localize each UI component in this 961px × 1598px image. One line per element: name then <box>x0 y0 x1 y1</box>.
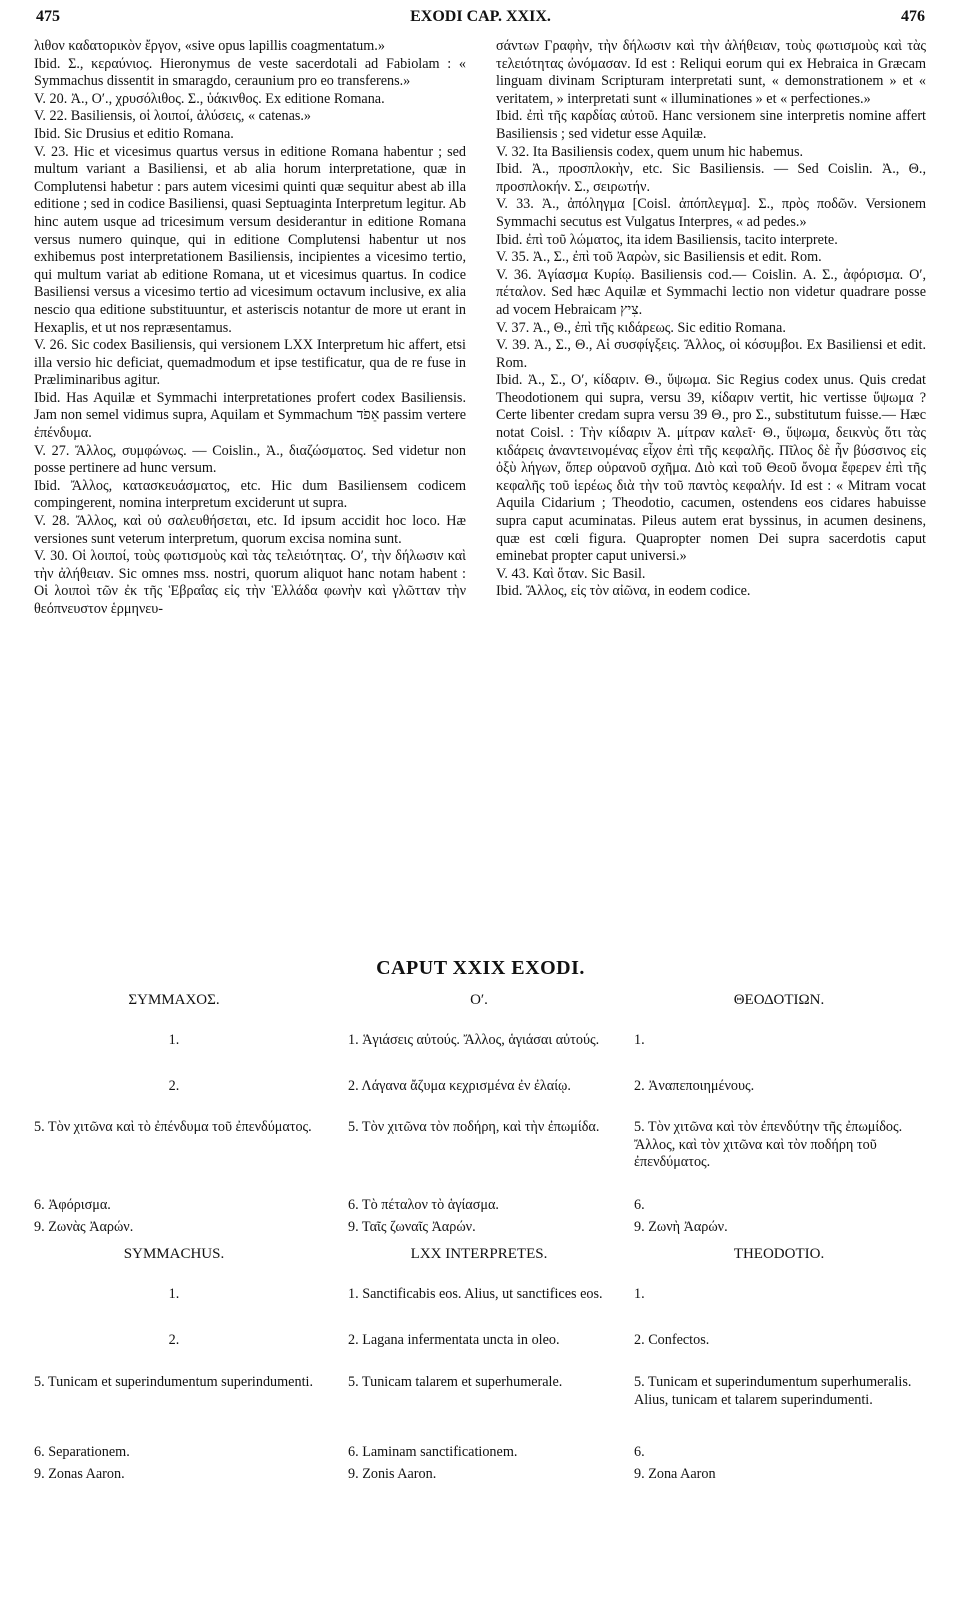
note-paragraph: V. 27. Ἄλλος, συμφώνως. — Coislin., Ἀ., διαζώσματος. Sed videtur non posse pertinere ad hunc versum. <box>34 442 466 477</box>
note-paragraph: λιθον καδατορικὸν ἔργον, «sive opus lapillis coagmentatum.» <box>34 38 385 54</box>
lxx-cell: 1. Ἁγιάσεις αὐτούς. Ἄλλος, ἁγιάσαι αὐτούς. <box>348 1032 600 1048</box>
running-title: EXODI CAP. XXIX. <box>410 8 551 25</box>
greek-versions-table <box>34 992 927 1262</box>
lxx-cell: 5. Tunicam talarem et superhumerale. <box>348 1374 563 1390</box>
note-paragraph: V. 36. Ἁγίασμα Κυρίῳ. Basiliensis cod.— Coislin. Α. Σ., ἀφόρισμα. Ο′, πέταλον. Sed hæc Aquilæ et Symmachi lectio non videtur quadrare posse ad vocem Hebraicam צִיץ. <box>496 266 926 318</box>
lxx-cell: 2. Lagana infermentata uncta in oleo. <box>348 1332 560 1348</box>
note-paragraph: Ibid. Ἄλλος, εἰς τὸν αἰῶνα, in eodem codice. <box>496 583 751 600</box>
note-paragraph: V. 23. Hic et vicesimus quartus versus in editione Romana habentur ; sed multum variant a Basiliensi, et ab alia horum interpretatione, quæ in Complutensi habetur : pars autem vicesimi quinti quæ sequitur abest ab illa editione ; sed in codice Basiliensi, quasi Septuaginta Interpretum legitur. Ab hinc autem usque ad tricesimum versum desiderantur in editione Romana versus numero quinque, qui in editione Complutensi habentur ut nos exhibemus post interpretationem Basiliensis, incipientes a vicesimo tertio, qui multum variat ab editione Romana, ut et vicesimus quartus. In codice Basiliensi versus a vicesimo tertio ad vicesimum octavum inclusive, ex alia nescio qua editione substituuntur, et asteriscis notantur de more ut erant in Hexaplis, et ut nos repræsentamus. <box>34 143 466 336</box>
lxx-cell: 6. Laminam sanctificationem. <box>348 1444 518 1460</box>
theodotion-cell: 5. Tunicam et superindumentum superhumeralis. Alius, tunicam et talarem superindumenti. <box>634 1374 912 1408</box>
running-header <box>36 8 925 32</box>
symmachus-cell: 5. Τὸν χιτῶνα καὶ τὸ ἐπένδυμα τοῦ ἐπενδύματος. <box>34 1119 312 1135</box>
lxx-cell: 5. Τὸν χιτῶνα τὸν ποδήρη, καὶ τὴν ἐπωμίδα. <box>348 1119 600 1135</box>
note-paragraph: Ibid. Has Aquilæ et Symmachi interpretationes profert codex Basiliensis. Jam non semel vidimus supra, Aquilam et Symmachum אֵפֹד passim vertere ἐπένδυμα. <box>34 389 466 442</box>
symmachus-cell: 2. <box>168 1078 180 1094</box>
latin-versions-table <box>34 1246 927 1486</box>
caput-title: CAPUT XXIX EXODI. <box>376 957 585 979</box>
note-paragraph: Ibid. Σ., κεραύνιος. Hieronymus de veste sacerdotali ad Fabiolam : « Symmachus dissentit in smaragdo, ceraunium pro eo transferens.» <box>34 55 466 90</box>
symmachus-cell: 1. <box>168 1032 180 1048</box>
theodotion-cell: 9. Ζωνὴ Ἀαρών. <box>634 1219 728 1235</box>
note-paragraph: Ibid. Sic Drusius et editio Romana. <box>34 125 234 142</box>
symmachus-cell: 9. Zonas Aaron. <box>34 1466 125 1482</box>
right-notes-column <box>496 38 926 601</box>
theodotion-cell: 5. Τὸν χιτῶνα καὶ τὸν ἐπενδύτην τῆς ἐπωμίδος. Ἄλλος, καὶ τὸν χιτῶνα καὶ τὸν ποδήρη τοῦ ἐπενδύματος. <box>634 1119 903 1171</box>
lxx-cell: 1. Sanctificabis eos. Alius, ut sanctifices eos. <box>348 1286 603 1302</box>
note-paragraph: V. 39. Ἀ., Σ., Θ., Αἱ συσφίγξεις. Ἄλλος, οἱ κόσυμβοι. Ex Basiliensi et edit. Rom. <box>496 337 926 371</box>
lxx-cell: 6. Τὸ πέταλον τὸ ἁγίασμα. <box>348 1197 499 1213</box>
right-page-number: 476 <box>901 8 925 25</box>
left-notes-column <box>34 38 466 619</box>
note-paragraph: V. 37. Ἀ., Θ., ἐπὶ τῆς κιδάρεως. Sic editio Romana. <box>496 319 786 336</box>
note-paragraph: Ibid. Ἄλλος, κατασκευάσματος, etc. Hic dum Basiliensem codicem compingerent, nomina interpretum exciderunt ut supra. <box>34 477 466 512</box>
note-paragraph: σάντων Γραφὴν, τὴν δήλωσιν καὶ τὴν ἀλήθειαν, τοὺς φωτισμοὺς καὶ τὰς τελειότητας ὠνόμασαν. Id est : Reliqui eorum qui ex Hebraica in Græcam linguam divinam Scripturam interpretati sunt, « demonstrationem » et « veritatem, » interpretati sunt « illuminationes » et « perfectiones.» <box>496 38 926 107</box>
note-paragraph: V. 35. Ἀ., Σ., ἐπὶ τοῦ Ἀαρὼν, sic Basiliensis et edit. Rom. <box>496 249 822 266</box>
column-header-lxx: Ο′. <box>470 992 488 1008</box>
note-paragraph: Ibid. ἐπὶ τῆς καρδίας αὐτοῦ. Hanc versionem sine interpretis nomine affert Basiliensis ; sed videtur esse Aquilæ. <box>496 108 926 142</box>
column-header-theodotion: ΘΕΟΔΟΤΙΩΝ. <box>733 992 825 1008</box>
theodotion-cell: 9. Zona Aaron <box>634 1466 716 1482</box>
note-paragraph: V. 32. Ita Basiliensis codex, quem unum hic habemus. <box>496 143 804 160</box>
note-paragraph: V. 26. Sic codex Basiliensis, qui versionem LXX Interpretum hic affert, etsi illa versio hic deficiat, quemadmodum et ipse testificatur, qua de re fuse in Præliminaribus agitur. <box>34 337 466 389</box>
column-header-theodotio: THEODOTIO. <box>733 1246 825 1262</box>
theodotion-cell: 6. <box>634 1444 645 1460</box>
note-paragraph: Ibid. Ἀ., Σ., Ο′, κίδαριν. Θ., ὕψωμα. Sic Regius codex unus. Quis credat Theodotionem qui supra, versu 39, κίδαριν vertit, hic vertisse ὕψωμα ? Certe libenter credam supra versu 39 Θ., pro Σ., substitutum fuisse.— Hæc notat Coisl. : Τὴν κίδαριν Ἀ. μίτραν καλεῖ· Θ., ὕψωμα, δεικνὺς ὅτι τὰς κιδάρεις ἀναντεινομένας εἶχον ἐπὶ τῆς κεφαλῆς. Πῖλος δὲ ἦν βύσσινος εἰς ὀξὺ λήγων, ὅπερ οὐρανοῦ σχῆμα. Διὸ καὶ τοῦ Θεοῦ ὄνομα ἔφερεν ἐπὶ τῆς κεφαλῆς τοῦ ἱερέως διὰ τὴν τοῦ παντὸς κεφαλήν. Id est : « Mitram vocat Aquila Cidarium ; Theodotio, cacumen, ostendens eos cidares habuisse supra caput acuminatas. Pileus autem erat byssinus, in acumen desinens, quæ est cœli figura. Quapropter nomen Dei supra sacerdotis caput eminebat propter caput universi.» <box>496 372 926 565</box>
note-paragraph: V. 33. Ἀ., ἀπόληγμα [Coisl. ἀπόπλεγμα]. Σ., πρὸς ποδῶν. Versionem Symmachi secutus est Vulgatus Interpres, « ad pedes.» <box>496 196 926 230</box>
note-paragraph: V. 30. Οἱ λοιποί, τοὺς φωτισμοὺς καὶ τὰς τελειότητας. Ο′, τὴν δήλωσιν καὶ τὴν ἀλήθειαν. Sic omnes mss. nostri, quorum aliquot hanc notam habent : Οἱ λοιποὶ τῶν ἐκ τῆς Ἑβραΐας εἰς τὴν Ἑλλάδα φωνὴν καὶ γλῶτταν τὴν θεόπνευστον ἑρμηνευ- <box>34 548 466 617</box>
note-paragraph: Ibid. ἐπὶ τοῦ λώματος, ita idem Basiliensis, tacito interprete. <box>496 231 838 248</box>
symmachus-cell: 9. Ζωνὰς Ἀαρών. <box>34 1219 134 1235</box>
symmachus-cell: 6. Ἀφόρισμα. <box>34 1197 111 1213</box>
left-page-number: 475 <box>36 8 60 25</box>
lxx-cell: 9. Zonis Aaron. <box>348 1466 437 1482</box>
column-header-symmachus: SYMMACHUS. <box>123 1246 225 1262</box>
symmachus-cell: 2. <box>168 1332 180 1348</box>
note-paragraph: V. 22. Basiliensis, οἱ λοιποί, ἁλύσεις, « catenas.» <box>34 108 312 125</box>
note-paragraph: V. 43. Καὶ ὅταν. Sic Basil. <box>496 565 646 582</box>
symmachus-cell: 1. <box>168 1286 180 1302</box>
lxx-cell: 2. Λάγανα ἄζυμα κεχρισμένα ἐν ἐλαίῳ. <box>348 1078 571 1094</box>
symmachus-cell: 5. Tunicam et superindumentum superindumenti. <box>34 1374 313 1390</box>
theodotion-cell: 1. <box>634 1286 645 1302</box>
theodotion-cell: 2. Ἀναπεποιημένους. <box>634 1078 755 1094</box>
theodotion-cell: 6. <box>634 1197 645 1213</box>
theodotion-cell: 1. <box>634 1032 645 1048</box>
lxx-cell: 9. Ταῖς ζωναῖς Ἀαρών. <box>348 1219 476 1235</box>
column-header-lxx-interpretes: LXX INTERPRETES. <box>410 1246 548 1262</box>
note-paragraph: Ibid. Ἀ., προσπλοκὴν, etc. Sic Basiliensis. — Sed Coislin. Ἀ., Θ., προσπλοκήν. Σ., σειρωτήν. <box>496 161 926 195</box>
theodotion-cell: 2. Confectos. <box>634 1332 710 1348</box>
note-paragraph: V. 20. Ἀ., Ο′., χρυσόλιθος. Σ., ὑάκινθος. Ex editione Romana. <box>34 90 385 107</box>
symmachus-cell: 6. Separationem. <box>34 1444 130 1460</box>
note-paragraph: V. 28. Ἄλλος, καὶ οὐ σαλευθήσεται, etc. Id ipsum accidit hoc loco. Hæ versiones sunt veterum interpretum, quorum excisa nomina sunt. <box>34 513 466 547</box>
column-header-symmachos: ΣΥΜΜΑΧΟΣ. <box>128 992 220 1008</box>
